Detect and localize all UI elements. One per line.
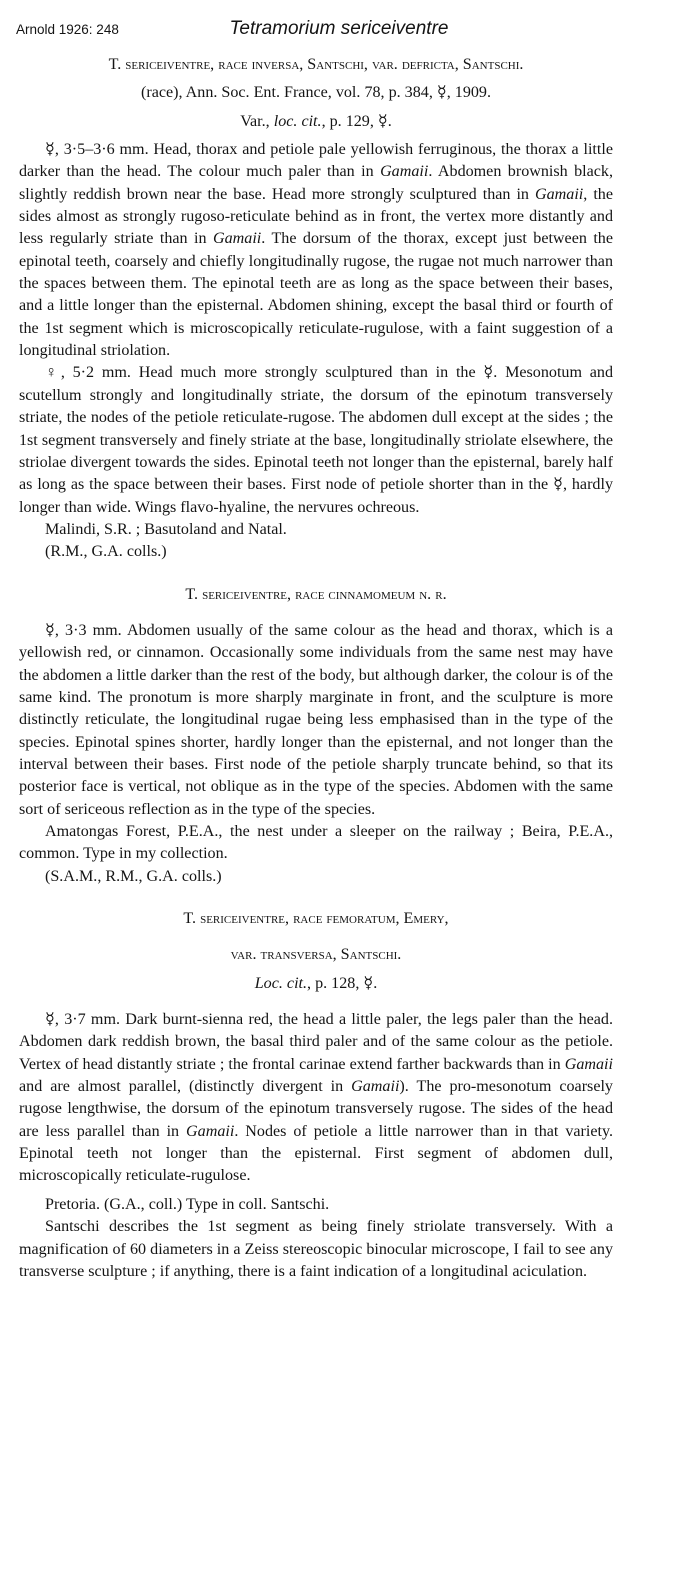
worker-description: ☿, 3·5–3·6 mm. Head, thorax and petiole pale yellowish ferruginous, the thorax a little darker than the head. The colour much paler than in Gamaii. Abdomen brownish black, slightly reddish brown near the base. Head more strongly sculptured than in Gamaii, the sides almost as strongly rugoso-reticulate behind as in front, the vertex more distantly and less regularly striate than in Gamaii. The dorsum of the thorax, except just between the epinotal teeth, coarsely and chiefly longitudinally rugose, the rugae not much narrower than the spaces between them. The epinotal teeth are as long as the space between their bases, and a little longer than the episternal. Abdomen shining, except the basal third or fourth of the 1st segment which is microscopically reticulate-rugulose, with a faint suggestion of a longitudinal striolation. — [19, 141, 613, 360]
variety-title-transversa: var. transversa, Santschi. — [230, 946, 402, 964]
variety-citation: Var., loc. cit., p. 129, ☿. — [240, 112, 392, 130]
section-title-femoratum: T. sericeiventre, race femoratum, Emery, — [183, 910, 449, 928]
running-header — [0, 10, 678, 44]
citation-line: (race), Ann. Soc. Ent. France, vol. 78, p. 384, ☿, 1909. — [140, 84, 491, 102]
locality-line: Malindi, S.R. ; Basutoland and Natal. — [45, 520, 287, 538]
worker-description: ☿, 3·3 mm. Abdomen usually of the same colour as the head and thorax, which is a yellowish red, or cinnamon. Occasionally some individuals from the same nest may have the abdomen a little darker than the rest of the body, but although darker, the colour is of the same kind. The pronotum is more sharply marginate in front, and the sculpture is more distinctly reticulate, the longitudinal rugae being less emphasised than in the type of the species. Epinotal spines shorter, hardly longer than the episternal, and not longer than the interval between their bases. First node of the petiole sharply truncate behind, so that its posterior face is vertical, not oblique as in the type of the species. Abdomen with the same sort of sericeous reflection as in the type of the species. — [19, 621, 613, 818]
remarks-paragraph: Santschi describes the 1st segment as being finely striolate transversely. With a magnification of 60 diameters in a Zeiss stereoscopic binocular microscope, I fail to see any transverse sculpture ; if anything, there is a faint indication of a longitudinal aciculation. — [19, 1218, 613, 1280]
variety-citation: Loc. cit., p. 128, ☿. — [254, 974, 378, 992]
page-body — [19, 54, 613, 1283]
collections-line: (S.A.M., R.M., G.A. colls.) — [45, 867, 222, 885]
locality-line: Amatongas Forest, P.E.A., the nest under a sleeper on the railway ; Beira, P.E.A., common. Type in my collection. — [19, 823, 613, 863]
collections-line: (R.M., G.A. colls.) — [45, 543, 167, 561]
locality-line: Pretoria. (G.A., coll.) Type in coll. Santschi. — [45, 1195, 330, 1213]
page-reference: Arnold 1926: 248 — [16, 22, 119, 37]
female-description: ♀, 5·2 mm. Head much more strongly sculptured than in the ☿. Mesonotum and scutellum strongly and longitudinally striate, the dorsum of the epinotum transversely striate, the nodes of the petiole reticulate-rugose. The abdomen dull except at the sides ; the 1st segment transversely and finely striate at the base, longitudinally striolate elsewhere, the striolae divergent towards the sides. Epinotal teeth not longer than the episternal, barely half as long as the space between their bases. First node of petiole shorter than in the ☿, hardly longer than wide. Wings flavo-hyaline, the nervures ochreous. — [19, 364, 613, 516]
running-title: Tetramorium sericeiventre — [229, 18, 449, 39]
section-title-cinnamomeum: T. sericeiventre, race cinnamomeum n. r. — [185, 585, 447, 603]
section-title-defricta: T. sericeiventre, race inversa, Santschi, var. defricta, Santschi. — [108, 56, 524, 73]
worker-description: ☿, 3·7 mm. Dark burnt-sienna red, the head a little paler, the legs paler than the head. Abdomen dark reddish brown, the basal third paler and of the same colour as the petiole. Vertex of head distantly striate ; the frontal carinae extend farther backwards than in Gamaii and are almost parallel, (distinctly divergent in Gamaii). The pro-mesonotum coarsely rugose lengthwise, the dorsum of the epinotum transversely rugose. The sides of the head are less parallel than in Gamaii. Nodes of petiole a little narrower than in that variety. Epinotal teeth not longer than the episternal. First segment of abdomen dull, microscopically reticulate-rugulose. — [19, 1011, 613, 1185]
